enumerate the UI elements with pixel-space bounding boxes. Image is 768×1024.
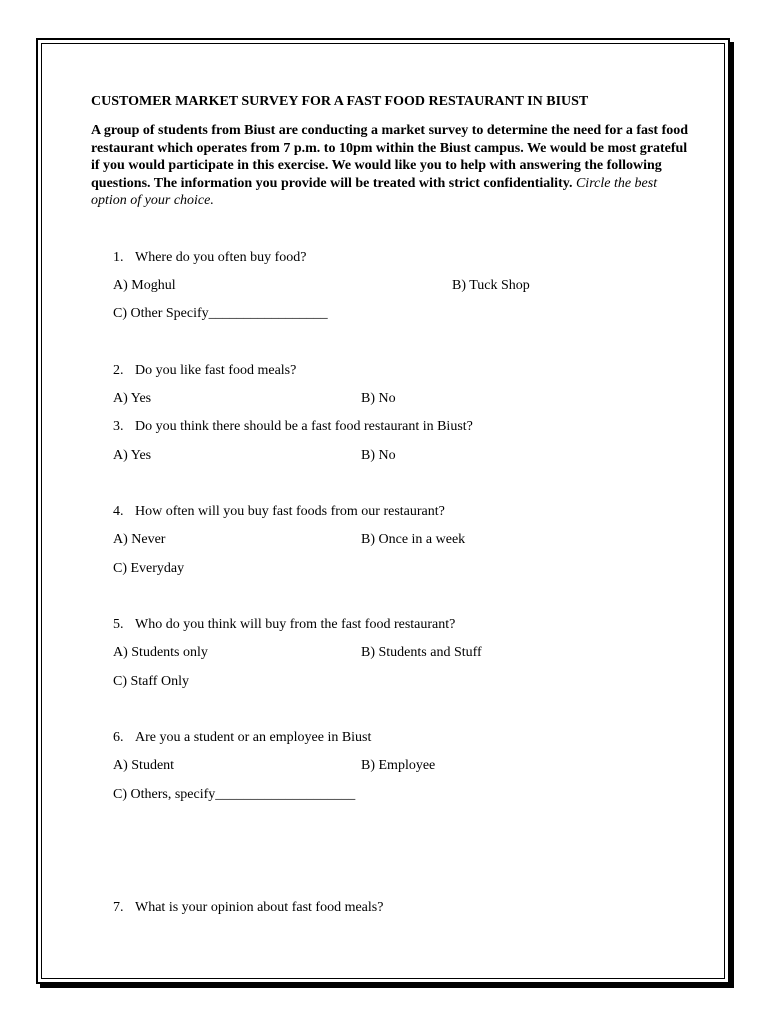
q6-option-b[interactable]: B) Employee: [361, 758, 436, 773]
question-text: Do you think there should be a fast food restaurant in Biust?: [135, 419, 473, 434]
q2-option-a[interactable]: A) Yes: [113, 391, 152, 406]
q3-option-a[interactable]: A) Yes: [113, 448, 152, 463]
q4-option-a[interactable]: A) Never: [113, 532, 166, 547]
question-1: [113, 250, 306, 266]
question-number: 3.: [113, 419, 124, 434]
question-number: 7.: [113, 900, 124, 915]
q2-option-b[interactable]: B) No: [361, 391, 396, 406]
q5-option-c[interactable]: C) Staff Only: [113, 674, 189, 689]
question-3: [113, 419, 473, 435]
q1-option-b[interactable]: B) Tuck Shop: [452, 278, 530, 293]
question-number: 4.: [113, 504, 124, 519]
question-text: Who do you think will buy from the fast food restaurant?: [135, 617, 456, 632]
q5-option-b[interactable]: B) Students and Stuff: [361, 645, 482, 660]
q1-option-c[interactable]: C) Other Specify_________________: [113, 306, 328, 321]
question-text: How often will you buy fast foods from our restaurant?: [135, 504, 445, 519]
question-text: What is your opinion about fast food meals?: [135, 900, 384, 915]
question-text: Are you a student or an employee in Biust: [135, 730, 372, 745]
question-6: [113, 730, 371, 746]
question-7: [113, 900, 383, 916]
question-number: 2.: [113, 363, 124, 378]
question-number: 5.: [113, 617, 124, 632]
question-number: 6.: [113, 730, 124, 745]
question-2: [113, 363, 296, 379]
q1-option-a[interactable]: A) Moghul: [113, 278, 176, 293]
q4-option-c[interactable]: C) Everyday: [113, 561, 185, 576]
q5-option-a[interactable]: A) Students only: [113, 645, 208, 660]
intro-instruction: Circle the best option of your choice.: [91, 175, 658, 208]
survey-intro: [91, 122, 691, 210]
question-number: 1.: [113, 250, 124, 265]
intro-text: A group of students from Biust are conducting a market survey to determine the need for a fast food restaurant which operates from 7 p.m. to 10pm within the Biust campus. We would be most grateful if you would participate in this exercise. We would like you to help with answering the following questions. The information you provide will be treated with strict confidentiality.: [91, 123, 689, 191]
question-4: [113, 504, 445, 520]
survey-title: CUSTOMER MARKET SURVEY FOR A FAST FOOD RESTAURANT IN BIUST: [91, 94, 589, 109]
q3-option-b[interactable]: B) No: [361, 448, 396, 463]
question-5: [113, 617, 455, 633]
q6-option-c[interactable]: C) Others, specify____________________: [113, 787, 356, 802]
question-text: Do you like fast food meals?: [135, 363, 297, 378]
q6-option-a[interactable]: A) Student: [113, 758, 175, 773]
q4-option-b[interactable]: B) Once in a week: [361, 532, 466, 547]
question-text: Where do you often buy food?: [135, 250, 307, 265]
